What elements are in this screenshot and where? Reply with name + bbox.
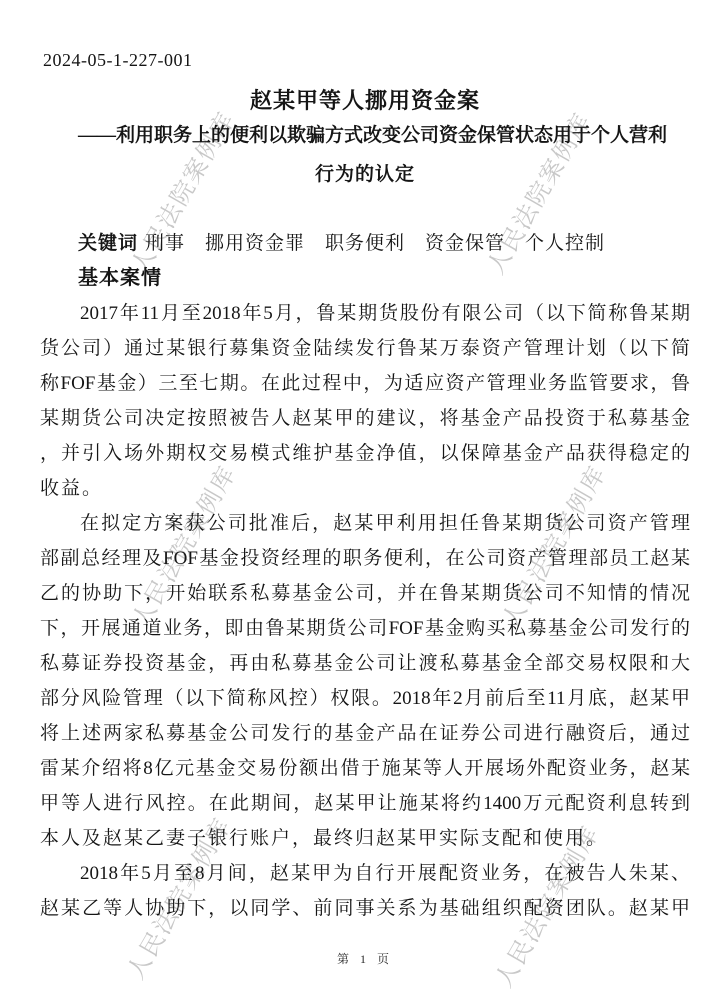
body-line: 下，开展通道业务，即由鲁某期货公司FOF基金购买私募基金公司发行的 [40, 618, 690, 639]
keywords-line [40, 226, 690, 261]
body-line: 2018年5月至8月间，赵某甲为自行开展配资业务，在被告人朱某、 [80, 863, 690, 884]
case-subtitle-line2: 行为的认定 [314, 164, 415, 185]
body-line: 某期货公司决定按照被告人赵某甲的建议，将基金产品投资于私募基金 [40, 408, 690, 429]
body-line: 甲等人进行风控。在此期间，赵某甲让施某将约1400万元配资利息转到 [40, 793, 690, 814]
body-line: 部副总经理及FOF基金投资经理的职务便利，在公司资产管理部员工赵某 [40, 548, 690, 569]
body-lines [40, 296, 690, 926]
body-line: 私募证券投资基金，再由私募基金公司让渡私募基金全部交易权限和大 [40, 653, 690, 674]
page-number-footer: 第 1 页 [336, 952, 393, 966]
body-line: 货公司）通过某银行募集资金陆续发行鲁某万泰资产管理计划（以下简 [40, 338, 690, 359]
body-line: 雷某介绍将8亿元基金交易份额出借于施某等人开展场外配资业务，赵某 [40, 758, 690, 779]
body-line: 称FOF基金）三至七期。在此过程中，为适应资产管理业务监管要求，鲁 [40, 373, 690, 394]
section-heading: 基本案情 [78, 267, 162, 289]
court-case-library-watermark: 人民法院案例库 [127, 107, 241, 279]
court-case-library-watermark: 人民法院案例库 [483, 108, 597, 280]
case-title: 赵某甲等人挪用资金案 [249, 88, 480, 113]
body-line: 2017年11月至2018年5月，鲁某期货股份有限公司（以下简称鲁某期 [80, 303, 690, 324]
document-body [40, 226, 690, 926]
keywords-items: 刑事 挪用资金罪 职务便利 资金保管 个人控制 [145, 233, 606, 254]
body-line: 将上述两家私募基金公司发行的基金产品在证券公司进行融资后，通过 [40, 723, 690, 744]
body-line: ，并引入场外期权交易模式维护基金净值，以保障基金产品获得稳定的 [40, 443, 690, 464]
body-line: 本人及赵某乙妻子银行账户，最终归赵某甲实际支配和使用。 [40, 828, 608, 849]
case-subtitle-line1: ——利用职务上的便利以欺骗方式改变公司资金保管状态用于个人营利 [78, 125, 668, 146]
doc-number: 2024-05-1-227-001 [43, 50, 193, 70]
body-line: 部分风险管理（以下简称风控）权限。2018年2月前后至11月底，赵某甲 [40, 688, 690, 709]
body-line: 乙的协助下，开始联系私募基金公司，并在鲁某期货公司不知情的情况 [40, 583, 690, 604]
court-case-library-watermark: 人民法院案例库 [498, 461, 612, 633]
body-line: 在拟定方案获公司批准后，赵某甲利用担任鲁某期货公司资产管理 [80, 513, 690, 534]
keywords-label: 关键词 [78, 233, 139, 254]
court-case-library-watermark: 人民法院案例库 [128, 461, 242, 633]
court-case-library-watermark: 人民法院案例库 [123, 813, 237, 985]
body-line: 收益。 [40, 478, 104, 499]
body-line: 赵某乙等人协助下，以同学、前同事关系为基础组织配资团队。赵某甲 [40, 898, 690, 919]
court-case-library-watermark: 人民法院案例库 [491, 821, 605, 993]
